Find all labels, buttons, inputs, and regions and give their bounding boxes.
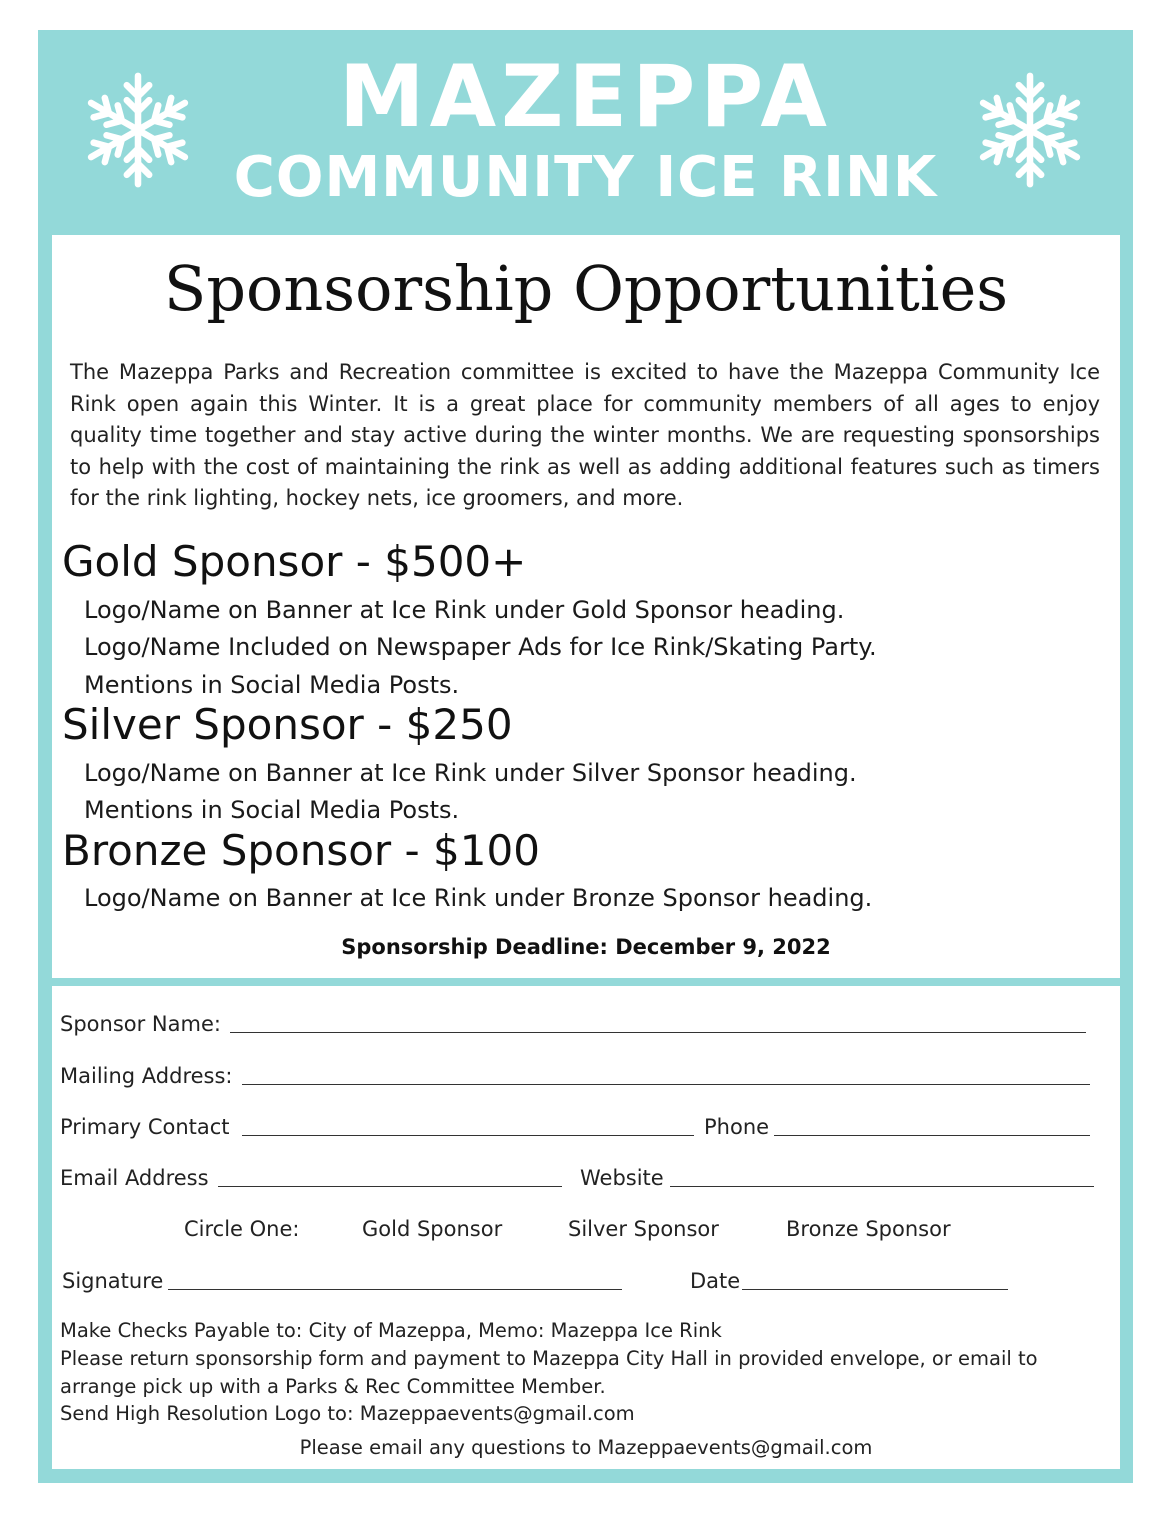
info-panel — [52, 235, 1120, 978]
phone-label: Phone — [704, 1115, 770, 1139]
silver-benefit: Mentions in Social Media Posts. — [84, 796, 460, 824]
sponsor-name-label: Sponsor Name: — [60, 1012, 221, 1036]
signature-field[interactable] — [168, 1289, 622, 1290]
gold-benefit: Mentions in Social Media Posts. — [84, 671, 460, 699]
snowflake-icon — [974, 70, 1086, 190]
sponsorship-deadline: Sponsorship Deadline: December 9, 2022 — [341, 935, 831, 959]
option-bronze-sponsor[interactable]: Bronze Sponsor — [786, 1217, 951, 1241]
gold-benefit: Logo/Name Included on Newspaper Ads for Ice Rink/Skating Party. — [84, 633, 877, 661]
title-mazeppa: MAZEPPA — [339, 47, 832, 147]
logo-email-note: Send High Resolution Logo to: Mazeppaevents@gmail.com — [60, 1402, 635, 1425]
option-gold-sponsor[interactable]: Gold Sponsor — [362, 1217, 503, 1241]
bronze-benefit: Logo/Name on Banner at Ice Rink under Bronze Sponsor heading. — [84, 884, 873, 912]
silver-tier-heading: Silver Sponsor - $250 — [62, 700, 513, 749]
return-instructions-cont: arrange pick up with a Parks & Rec Committee Member. — [60, 1375, 606, 1398]
date-field[interactable] — [742, 1289, 1008, 1290]
silver-benefit: Logo/Name on Banner at Ice Rink under Silver Sponsor heading. — [84, 759, 857, 787]
option-silver-sponsor[interactable]: Silver Sponsor — [568, 1217, 719, 1241]
date-label: Date — [690, 1269, 741, 1293]
title-community-ice-rink: COMMUNITY ICE RINK — [233, 145, 938, 210]
return-instructions: Please return sponsorship form and payment to Mazeppa City Hall in provided envelope, or email to — [60, 1347, 1038, 1370]
email-address-field[interactable] — [218, 1186, 562, 1187]
website-field[interactable] — [670, 1186, 1094, 1187]
circle-one-label: Circle One: — [184, 1217, 300, 1241]
mailing-address-field[interactable] — [242, 1084, 1090, 1085]
header-banner — [38, 30, 1133, 232]
signature-label: Signature — [62, 1269, 164, 1293]
sponsor-name-field[interactable] — [230, 1032, 1086, 1033]
email-address-label: Email Address — [60, 1166, 209, 1190]
phone-field[interactable] — [774, 1135, 1090, 1136]
sponsor-form — [52, 986, 1120, 1469]
gold-tier-heading: Gold Sponsor - $500+ — [62, 537, 527, 586]
bronze-tier-heading: Bronze Sponsor - $100 — [62, 826, 540, 875]
primary-contact-label: Primary Contact — [60, 1115, 230, 1139]
primary-contact-field[interactable] — [242, 1135, 694, 1136]
page-title: Sponsorship Opportunities — [163, 252, 1009, 325]
checks-payable-note: Make Checks Payable to: City of Mazeppa, Memo: Mazeppa Ice Rink — [60, 1319, 722, 1342]
intro-paragraph: The Mazeppa Parks and Recreation committee is excited to have the Mazeppa Community Ice Rink open again this Winter. It is a great place for community members of all ages to enjoy quality time together and stay active during the winter months. We are requesting sponsorships to help with the cost of maintaining the rink as well as adding additional features such as timers for the rink lighting, hockey nets, ice groomers, and more. — [70, 360, 1100, 510]
questions-email-note: Please email any questions to Mazeppaevents@gmail.com — [299, 1436, 873, 1459]
mailing-address-label: Mailing Address: — [60, 1064, 233, 1088]
website-label: Website — [580, 1166, 664, 1190]
gold-benefit: Logo/Name on Banner at Ice Rink under Gold Sponsor heading. — [84, 596, 845, 624]
